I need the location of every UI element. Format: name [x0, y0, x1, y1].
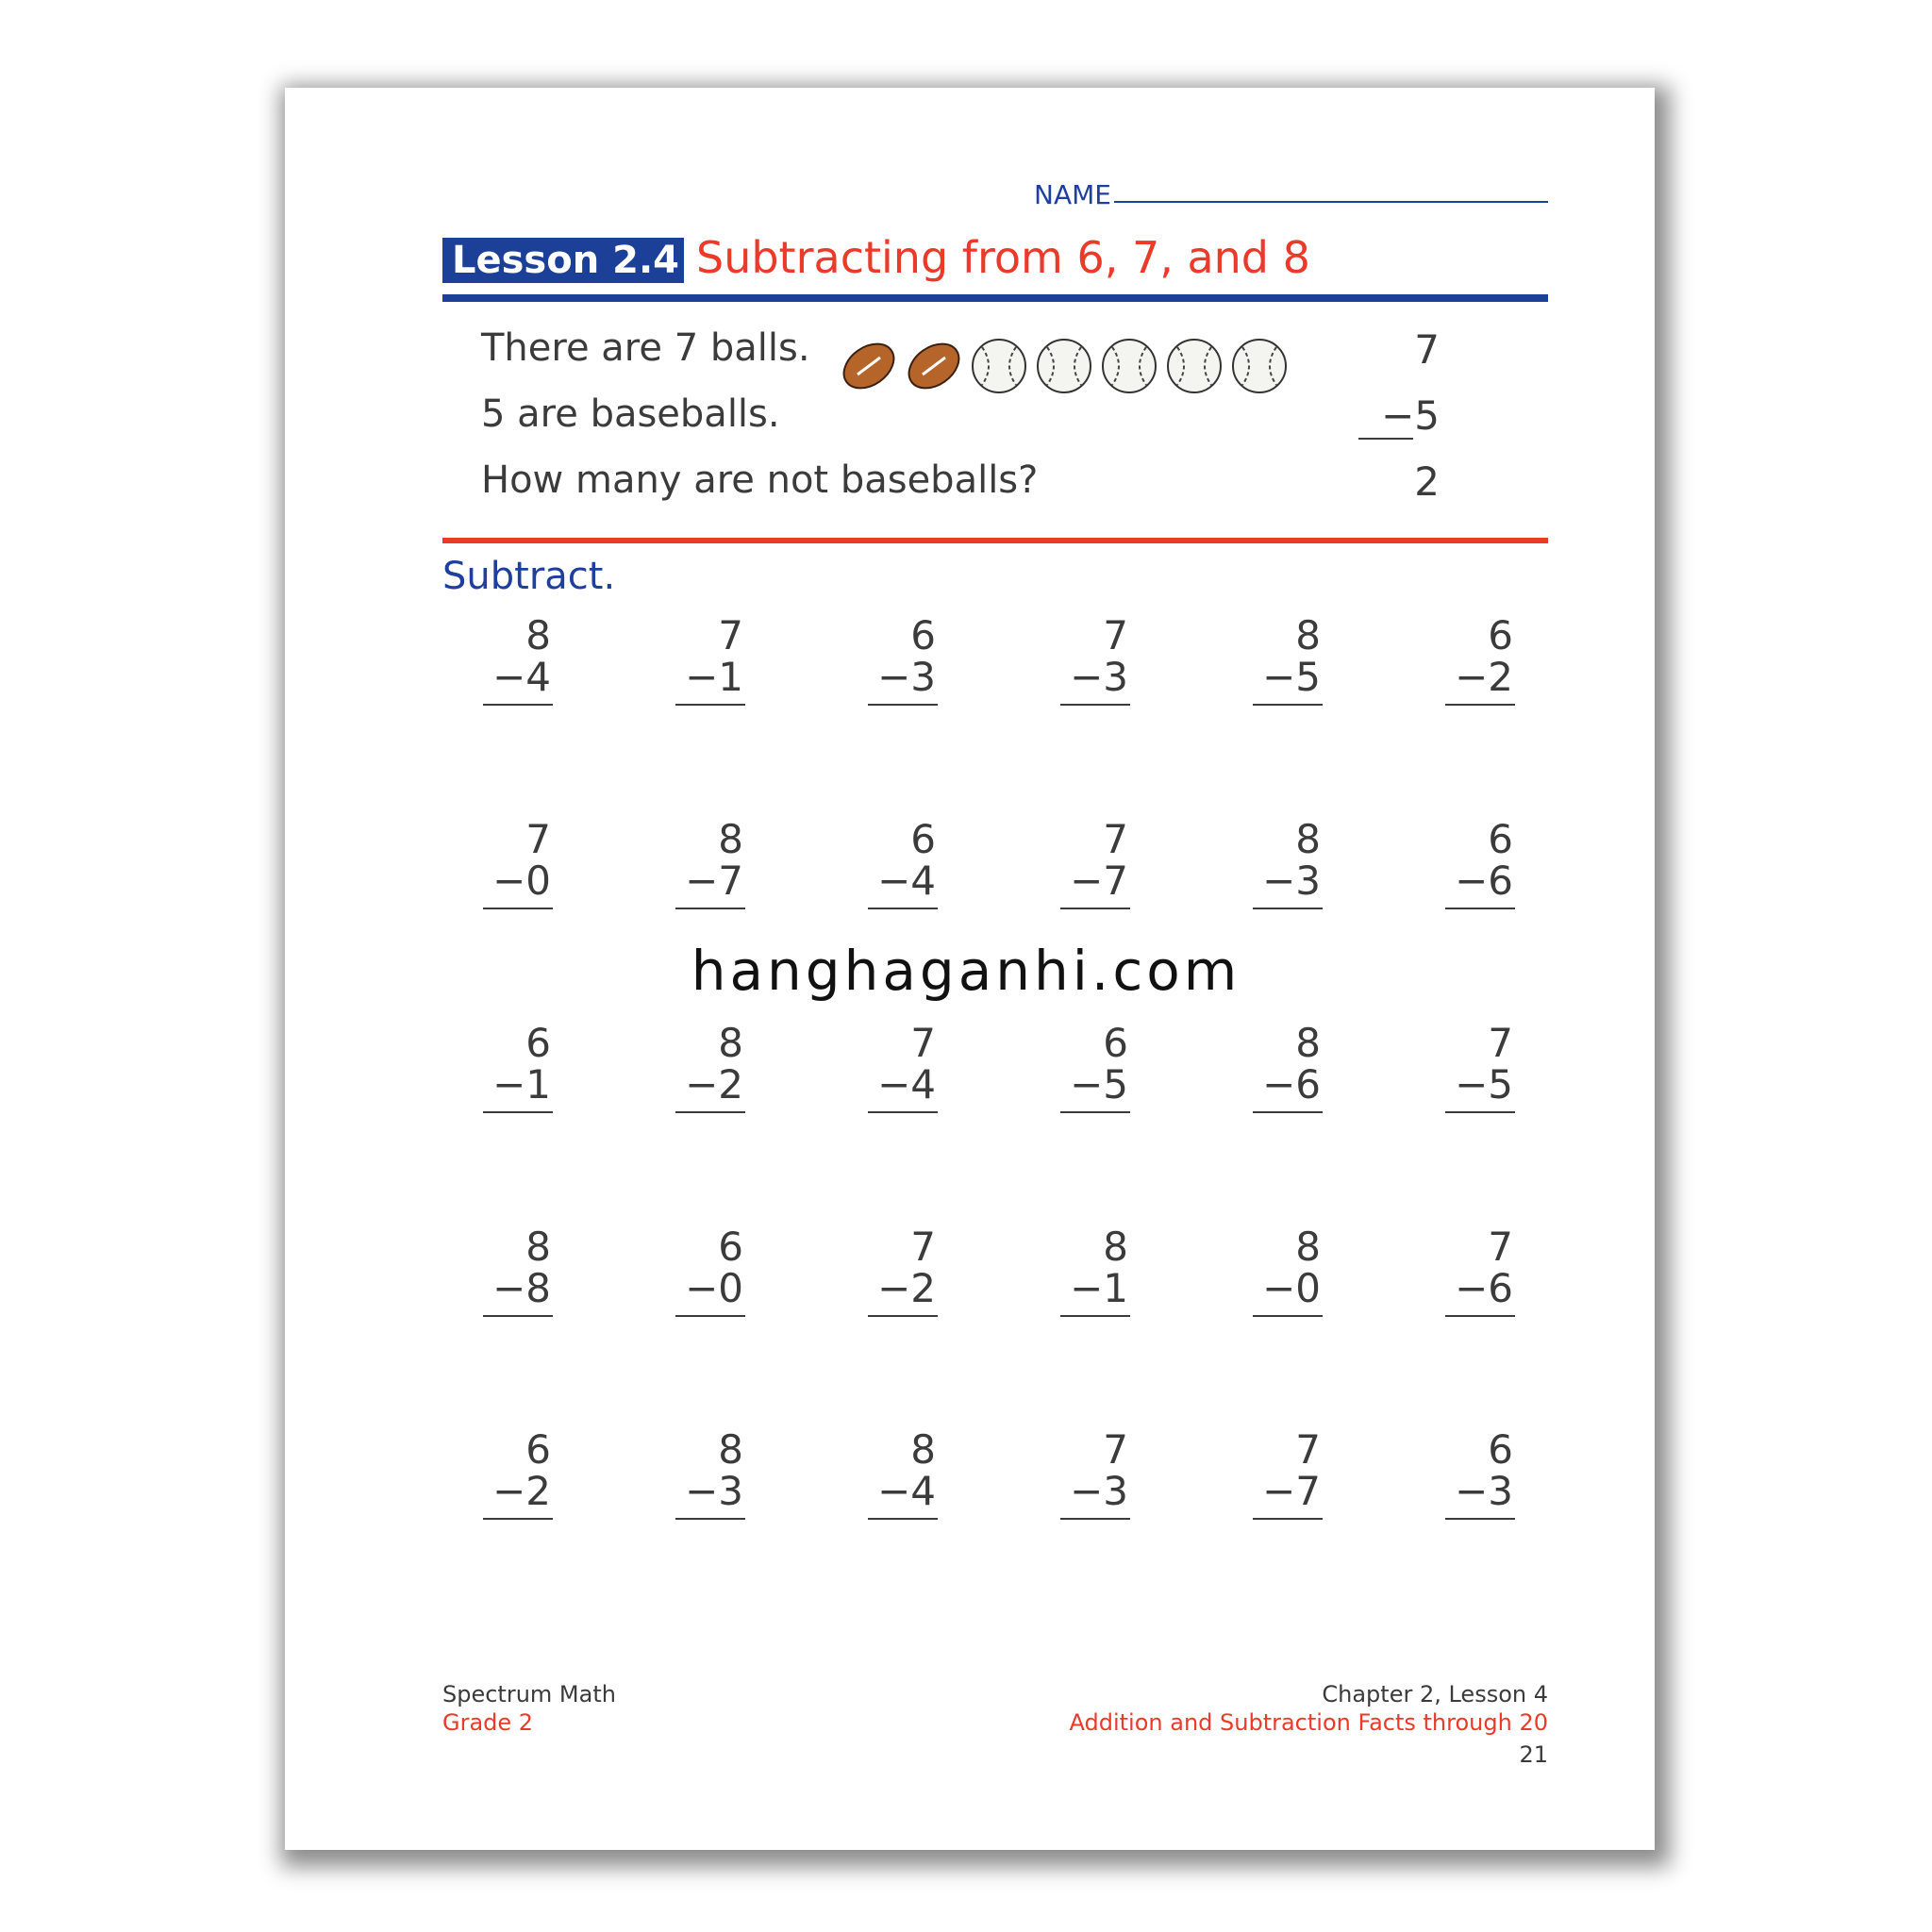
problem-subtrahend: −4	[877, 1061, 936, 1108]
name-line	[1114, 201, 1548, 203]
example-answer-line	[1358, 438, 1413, 440]
answer-line	[1060, 1315, 1130, 1317]
instructions-label: Subtract.	[442, 555, 616, 598]
footer-book-title: Spectrum Math	[442, 1681, 616, 1707]
problem-subtrahend: −7	[1262, 1468, 1321, 1514]
answer-line	[1253, 1111, 1323, 1113]
subtraction-problem	[1428, 1427, 1513, 1522]
subtraction-problem	[851, 1224, 936, 1319]
problem-minuend: 8	[1295, 612, 1321, 658]
subtraction-problem	[466, 817, 551, 911]
subtraction-problem	[1236, 1021, 1321, 1115]
subtraction-problem	[466, 613, 551, 708]
answer-line	[675, 908, 745, 909]
answer-line	[1253, 704, 1323, 706]
subtraction-problem	[1043, 1224, 1128, 1319]
problem-subtrahend: −1	[1070, 1265, 1128, 1311]
problem-minuend: 8	[1295, 816, 1321, 862]
problem-minuend: 6	[1488, 1426, 1513, 1473]
problem-minuend: 7	[1103, 1426, 1128, 1473]
answer-line	[483, 908, 553, 909]
problem-minuend: 8	[525, 1224, 551, 1270]
problem-subtrahend: −1	[685, 654, 743, 700]
problem-minuend: 7	[1103, 612, 1128, 658]
page-number: 21	[1519, 1741, 1548, 1768]
footer-topic: Addition and Subtraction Facts through 20	[1069, 1709, 1548, 1736]
answer-line	[1445, 704, 1515, 706]
problem-minuend: 7	[1488, 1224, 1513, 1270]
footer-chapter: Chapter 2, Lesson 4	[1322, 1681, 1548, 1707]
answer-line	[675, 1518, 745, 1520]
subtraction-problem	[466, 1021, 551, 1115]
subtraction-problem	[1236, 1427, 1321, 1522]
answer-line	[1445, 1518, 1515, 1520]
answer-line	[483, 704, 553, 706]
answer-line	[868, 1315, 938, 1317]
problem-subtrahend: −5	[1262, 654, 1321, 700]
problem-minuend: 6	[910, 612, 936, 658]
problem-subtrahend: −3	[1455, 1468, 1513, 1514]
problem-minuend: 7	[525, 816, 551, 862]
subtraction-problem	[1043, 817, 1128, 911]
problem-subtrahend: −2	[685, 1061, 743, 1108]
problem-minuend: 6	[1103, 1020, 1128, 1066]
subtraction-problem	[1428, 817, 1513, 911]
subtraction-problem	[658, 613, 743, 708]
section-divider	[442, 538, 1548, 543]
example-line-2: 5 are baseballs.	[481, 392, 780, 436]
problem-minuend: 6	[525, 1426, 551, 1473]
subtraction-problem	[1043, 1427, 1128, 1522]
baseball-icon	[1038, 340, 1091, 392]
subtraction-problem	[1043, 1021, 1128, 1115]
title-divider	[442, 294, 1548, 302]
problem-subtrahend: −3	[877, 654, 936, 700]
answer-line	[1060, 704, 1130, 706]
problem-minuend: 7	[910, 1020, 936, 1066]
answer-line	[483, 1315, 553, 1317]
lesson-title: Subtracting from 6, 7, and 8	[696, 232, 1310, 283]
problem-subtrahend: −0	[685, 1265, 743, 1311]
subtraction-problem	[658, 1021, 743, 1115]
answer-line	[868, 1518, 938, 1520]
subtraction-problem	[1428, 1224, 1513, 1319]
answer-line	[675, 704, 745, 706]
subtraction-problem	[658, 817, 743, 911]
problem-subtrahend: −2	[1455, 654, 1513, 700]
subtraction-problem	[851, 1021, 936, 1115]
problem-subtrahend: −8	[492, 1265, 551, 1311]
problem-minuend: 8	[718, 1020, 743, 1066]
problem-subtrahend: −4	[492, 654, 551, 700]
subtraction-problem	[658, 1427, 743, 1522]
answer-line	[1060, 1111, 1130, 1113]
problem-minuend: 8	[1295, 1020, 1321, 1066]
problem-minuend: 8	[910, 1426, 936, 1473]
example-minuend: 7	[1414, 326, 1440, 373]
answer-line	[1253, 1315, 1323, 1317]
answer-line	[1060, 1518, 1130, 1520]
problem-minuend: 7	[1295, 1426, 1321, 1473]
subtraction-problem	[851, 613, 936, 708]
problem-minuend: 6	[1488, 612, 1513, 658]
lesson-badge: Lesson 2.4	[442, 238, 684, 283]
problem-subtrahend: −3	[1070, 1468, 1128, 1514]
problem-subtrahend: −6	[1262, 1061, 1321, 1108]
problem-minuend: 6	[1488, 816, 1513, 862]
problem-subtrahend: −0	[1262, 1265, 1321, 1311]
balls-illustration	[842, 337, 1295, 395]
subtraction-problem	[851, 1427, 936, 1522]
problem-minuend: 7	[1103, 816, 1128, 862]
answer-line	[1445, 1315, 1515, 1317]
answer-line	[675, 1315, 745, 1317]
problem-minuend: 6	[525, 1020, 551, 1066]
subtraction-problem	[466, 1224, 551, 1319]
subtraction-problem	[851, 817, 936, 911]
problem-minuend: 8	[1295, 1224, 1321, 1270]
baseball-icon	[973, 340, 1025, 392]
problem-minuend: 8	[1103, 1224, 1128, 1270]
problem-subtrahend: −5	[1455, 1061, 1513, 1108]
subtraction-problem	[1236, 1224, 1321, 1319]
problem-subtrahend: −3	[685, 1468, 743, 1514]
watermark: hanghaganhi.com	[691, 939, 1241, 1003]
problem-subtrahend: −2	[492, 1468, 551, 1514]
problem-minuend: 6	[718, 1224, 743, 1270]
example-answer: 2	[1414, 458, 1440, 505]
problem-minuend: 7	[910, 1224, 936, 1270]
baseball-icon	[1233, 340, 1286, 392]
problem-subtrahend: −3	[1262, 858, 1321, 904]
problem-subtrahend: −1	[492, 1061, 551, 1108]
answer-line	[675, 1111, 745, 1113]
problem-subtrahend: −6	[1455, 1265, 1513, 1311]
subtraction-problem	[1043, 613, 1128, 708]
problem-minuend: 8	[718, 816, 743, 862]
problem-subtrahend: −4	[877, 858, 936, 904]
answer-line	[1253, 908, 1323, 909]
example-line-1: There are 7 balls.	[481, 326, 810, 370]
name-label: NAME	[1034, 179, 1111, 210]
footer-grade: Grade 2	[442, 1709, 534, 1736]
answer-line	[1445, 908, 1515, 909]
football-icon	[842, 337, 902, 395]
problem-subtrahend: −3	[1070, 654, 1128, 700]
example-subtrahend: −5	[1381, 392, 1440, 439]
answer-line	[1445, 1111, 1515, 1113]
baseball-icon	[1168, 340, 1221, 392]
answer-line	[1253, 1518, 1323, 1520]
problem-subtrahend: −7	[1070, 858, 1128, 904]
subtraction-problem	[658, 1224, 743, 1319]
subtraction-problem	[1236, 613, 1321, 708]
problem-minuend: 8	[718, 1426, 743, 1473]
problem-minuend: 8	[525, 612, 551, 658]
problem-subtrahend: −0	[492, 858, 551, 904]
problem-subtrahend: −5	[1070, 1061, 1128, 1108]
problem-subtrahend: −6	[1455, 858, 1513, 904]
problem-subtrahend: −2	[877, 1265, 936, 1311]
answer-line	[868, 1111, 938, 1113]
subtraction-problem	[1236, 817, 1321, 911]
subtraction-problem	[1428, 613, 1513, 708]
answer-line	[1060, 908, 1130, 909]
problem-subtrahend: −4	[877, 1468, 936, 1514]
problem-minuend: 7	[1488, 1020, 1513, 1066]
subtraction-problem	[466, 1427, 551, 1522]
problem-subtrahend: −7	[685, 858, 743, 904]
example-line-3: How many are not baseballs?	[481, 458, 1039, 502]
problem-minuend: 6	[910, 816, 936, 862]
answer-line	[868, 908, 938, 909]
answer-line	[868, 704, 938, 706]
subtraction-problem	[1428, 1021, 1513, 1115]
problem-minuend: 7	[718, 612, 743, 658]
football-icon	[901, 337, 967, 395]
answer-line	[483, 1518, 553, 1520]
baseball-icon	[1103, 340, 1156, 392]
answer-line	[483, 1111, 553, 1113]
